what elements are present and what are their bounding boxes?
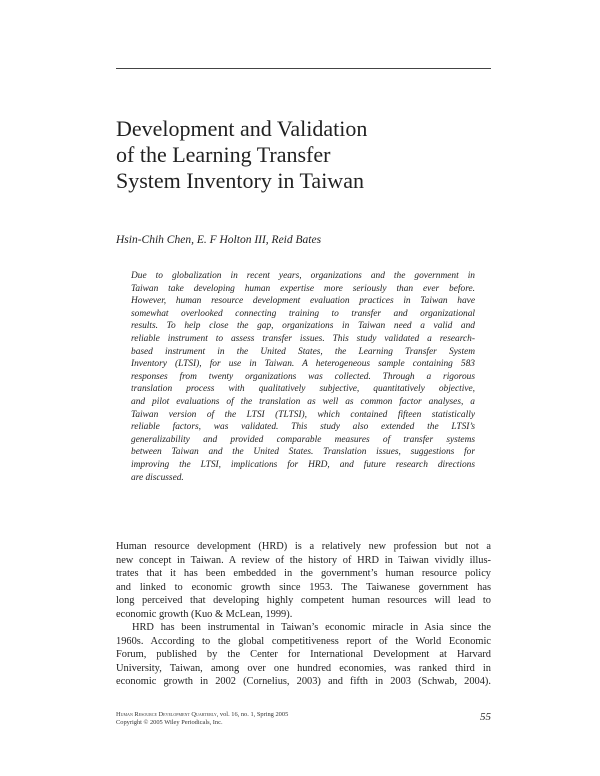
- abstract-line: responses from twenty organizations was collected. Through a rigorous: [131, 371, 475, 382]
- page-number: 55: [480, 711, 491, 723]
- title-line: System Inventory in Taiwan: [116, 168, 364, 193]
- abstract-line: results. To help close the gap, organizations in Taiwan need a valid and: [131, 321, 475, 332]
- body-line: economic growth (Kuo & McLean, 1999).: [116, 608, 293, 620]
- abstract-line: Taiwan version of the LTSI (TLTSI), which contained fifteen statistically: [131, 409, 475, 420]
- body-line: economic growth in 2002 (Cornelius, 2003) and fifth in 2003 (Schwab, 2004).: [116, 676, 491, 687]
- abstract-line: However, human resource development evaluation practices in Taiwan have: [131, 296, 475, 307]
- journal-name: Human Resource Development Quarterly: [116, 711, 217, 718]
- body-line: University, Taiwan, among over one hundred economies, was ranked third in: [116, 662, 491, 674]
- abstract-line: Due to globalization in recent years, organizations and the government in: [131, 271, 475, 281]
- abstract-line: Taiwan take developing human expertise more seriously than ever before.: [131, 283, 475, 294]
- body-text: [116, 540, 491, 689]
- body-line: Human resource development (HRD) is a relatively new profession but not a: [116, 541, 491, 552]
- abstract-line: somewhat overlooked connecting training to transfer and organizational: [131, 308, 475, 319]
- body-line: 1960s. According to the global competitiveness report of the World Economic: [116, 635, 491, 647]
- abstract-line: Inventory (LTSI), for use in Taiwan. A heterogeneous sample containing 583: [131, 359, 475, 370]
- abstract-line: and pilot evaluations of the translation as well as common factor analyses, a: [131, 396, 475, 407]
- page-footer: [116, 711, 491, 727]
- abstract-line: translation process with qualitatively subjective, quantitatively objective,: [131, 384, 475, 395]
- abstract: [131, 270, 475, 484]
- abstract-line: generalizability and provided comparable measures of transfer systems: [131, 434, 475, 445]
- abstract-line: reliable instrument to assess transfer issues. This study validated a research-: [131, 333, 475, 344]
- body-line: Forum, published by the Center for International Development at Harvard: [116, 649, 491, 660]
- body-line: trates that it has been embedded in the government’s human resource policy: [116, 568, 491, 579]
- article-title: [116, 116, 496, 194]
- abstract-line: improving the LTSI, implications for HRD, and future research directions: [131, 459, 475, 470]
- body-line: and linked to economic growth since 1953. The Taiwanese government has: [116, 581, 491, 593]
- body-line: long perceived that developing highly competent human resources will lead to: [116, 595, 491, 606]
- abstract-line: between Taiwan and the United States. Translation issues, suggestions for: [131, 447, 475, 458]
- copyright-notice: Copyright © 2005 Wiley Periodicals, Inc.: [116, 719, 223, 726]
- abstract-line: based instrument in the United States, the Learning Transfer System: [131, 346, 475, 357]
- title-line: of the Learning Transfer: [116, 142, 331, 167]
- journal-issue: , vol. 16, no. 1, Spring 2005: [216, 711, 289, 718]
- author-list: Hsin-Chih Chen, E. F Holton III, Reid Bates: [116, 234, 322, 246]
- abstract-line: reliable factors, was validated. This study also extended the LTSI’s: [131, 422, 475, 433]
- body-line: new concept in Taiwan. A review of the history of HRD in Taiwan vividly illus-: [116, 554, 491, 566]
- title-line: Development and Validation: [116, 116, 368, 141]
- body-line: HRD has been instrumental in Taiwan’s economic miracle in Asia since the: [132, 622, 491, 633]
- abstract-line: are discussed.: [131, 472, 184, 483]
- top-rule: [116, 68, 491, 69]
